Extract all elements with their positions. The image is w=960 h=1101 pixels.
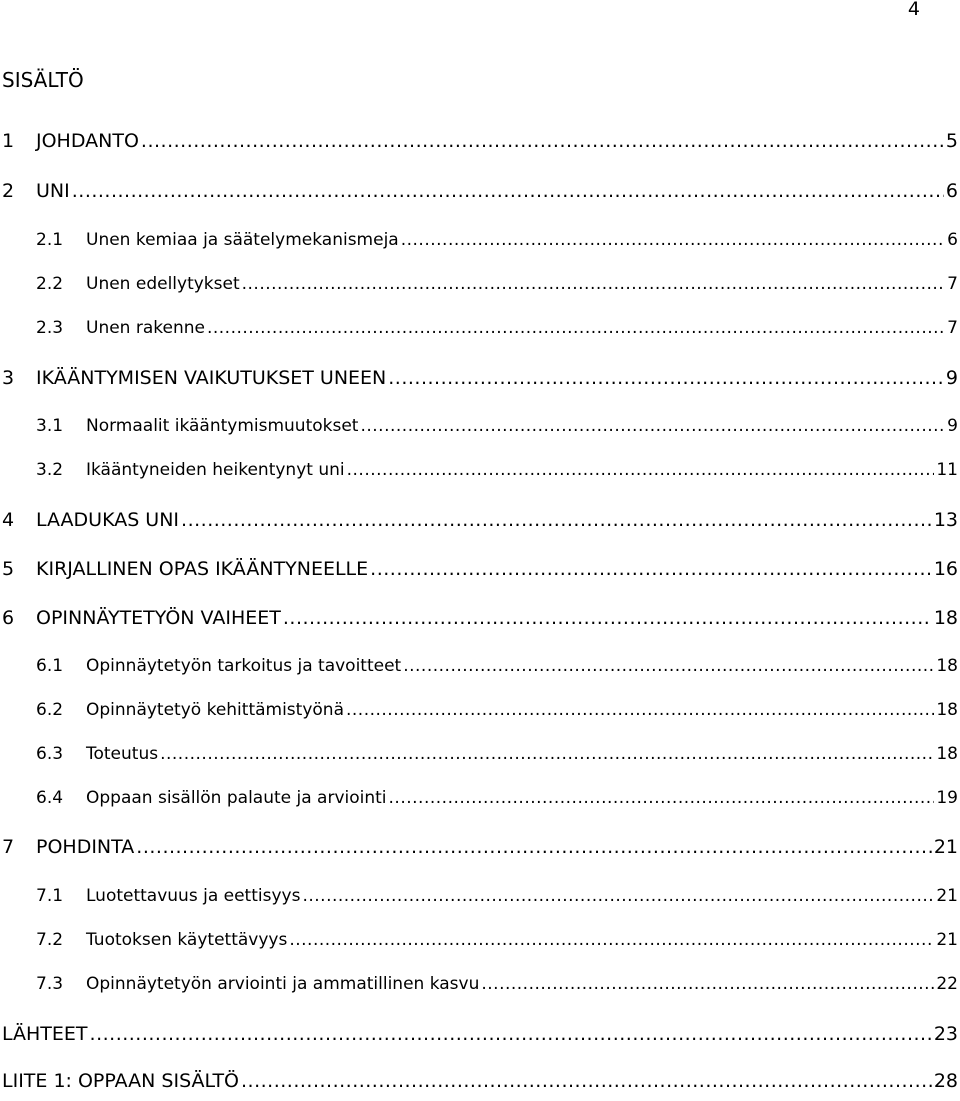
toc-entry-number: 6 <box>2 607 15 629</box>
toc-entry-label: IKÄÄNTYMISEN VAIKUTUKSET UNEEN <box>36 367 387 389</box>
toc-entry-page: 21 <box>936 930 958 950</box>
toc-entry-page: 16 <box>933 558 958 580</box>
toc-dot-leader <box>347 460 935 480</box>
toc-entry-number: 6.4 <box>36 788 64 808</box>
toc-entry[interactable] <box>2 180 958 202</box>
toc-dot-leader <box>360 416 945 436</box>
page-number: 4 <box>907 0 920 20</box>
toc-entry-page: 18 <box>933 607 958 629</box>
toc-entry[interactable] <box>36 656 958 676</box>
toc-entry[interactable] <box>2 607 958 629</box>
toc-entry-page: 6 <box>947 230 958 250</box>
toc-entry-page: 6 <box>945 180 958 202</box>
toc-dot-leader <box>401 230 945 250</box>
toc-dot-leader <box>481 974 934 994</box>
toc-entry[interactable] <box>36 974 958 994</box>
toc-entry-label: JOHDANTO <box>36 130 139 152</box>
toc-entry-page: 23 <box>933 1023 958 1045</box>
toc-entry-page: 18 <box>936 656 958 676</box>
toc-entry-label: UNI <box>36 180 70 202</box>
toc-entry-label: Toteutus <box>86 744 159 764</box>
toc-entry-label: LÄHTEET <box>2 1023 88 1045</box>
toc-entry-number: 7.1 <box>36 886 64 906</box>
toc-entry-number: 2.3 <box>36 318 64 338</box>
toc-entry-number: 6.3 <box>36 744 64 764</box>
toc-entry-label: Unen edellytykset <box>86 274 240 294</box>
toc-entry-number: 6.1 <box>36 656 64 676</box>
toc-title: SISÄLTÖ <box>2 68 84 92</box>
toc-entry-page: 21 <box>933 836 958 858</box>
toc-entry[interactable] <box>36 274 958 294</box>
toc-entry-label: Oppaan sisällön palaute ja arviointi <box>86 788 387 808</box>
toc-entry-label: Unen rakenne <box>86 318 205 338</box>
toc-entry-label: LIITE 1: OPPAAN SISÄLTÖ <box>2 1070 240 1092</box>
toc-dot-leader <box>403 656 934 676</box>
toc-entry-number: 4 <box>2 509 15 531</box>
toc-entry-label: Tuotoksen käytettävyys <box>86 930 288 950</box>
toc-dot-leader <box>136 836 932 858</box>
toc-dot-leader <box>289 930 934 950</box>
toc-entry-page: 9 <box>945 367 958 389</box>
toc-entry-label: Ikääntyneiden heikentynyt uni <box>86 460 345 480</box>
toc-entry-number: 3.1 <box>36 416 64 436</box>
toc-entry-number: 7 <box>2 836 15 858</box>
toc-entry-page: 22 <box>936 974 958 994</box>
toc-entry[interactable] <box>36 318 958 338</box>
toc-entry-label: Opinnäytetyön arviointi ja ammatillinen kasvu <box>86 974 480 994</box>
toc-dot-leader <box>388 367 944 389</box>
toc-dot-leader <box>389 788 935 808</box>
toc-entry-number: 3.2 <box>36 460 64 480</box>
toc-entry[interactable] <box>2 836 958 858</box>
toc-entry-number: 3 <box>2 367 15 389</box>
toc-entry-page: 21 <box>936 886 958 906</box>
toc-entry-label: POHDINTA <box>36 836 135 858</box>
toc-dot-leader <box>346 700 934 720</box>
toc-entry-number: 2.2 <box>36 274 64 294</box>
toc-entry-number: 2 <box>2 180 15 202</box>
toc-entry[interactable] <box>36 416 958 436</box>
toc-entry[interactable] <box>2 367 958 389</box>
toc-dot-leader <box>241 1070 932 1092</box>
toc-entry[interactable] <box>2 130 958 152</box>
toc-entry-page: 7 <box>947 318 958 338</box>
toc-entry[interactable] <box>36 460 958 480</box>
toc-entry-page: 13 <box>933 509 958 531</box>
toc-entry[interactable] <box>36 230 958 250</box>
toc-dot-leader <box>141 130 944 152</box>
toc-entry-number: 7.3 <box>36 974 64 994</box>
toc-dot-leader <box>207 318 945 338</box>
toc-entry[interactable] <box>2 1070 958 1092</box>
toc-entry[interactable] <box>36 744 958 764</box>
toc-dot-leader <box>370 558 932 580</box>
toc-entry[interactable] <box>36 788 958 808</box>
toc-entry[interactable] <box>2 1023 958 1045</box>
toc-entry-number: 1 <box>2 130 15 152</box>
toc-dot-leader <box>242 274 946 294</box>
toc-entry[interactable] <box>36 886 958 906</box>
toc-entry-number: 6.2 <box>36 700 64 720</box>
toc-entry-label: Unen kemiaa ja säätelymekanismeja <box>86 230 399 250</box>
toc-dot-leader <box>302 886 934 906</box>
toc-entry-page: 9 <box>947 416 958 436</box>
toc-entry[interactable] <box>36 930 958 950</box>
toc-dot-leader <box>72 180 944 202</box>
toc-entry-page: 28 <box>933 1070 958 1092</box>
toc-entry-number: 7.2 <box>36 930 64 950</box>
toc-entry[interactable] <box>36 700 958 720</box>
toc-entry-page: 5 <box>945 130 958 152</box>
toc-entry-label: KIRJALLINEN OPAS IKÄÄNTYNEELLE <box>36 558 369 580</box>
toc-entry-label: Luotettavuus ja eettisyys <box>86 886 301 906</box>
toc-entry[interactable] <box>2 509 958 531</box>
toc-entry[interactable] <box>2 558 958 580</box>
toc-entry-page: 19 <box>936 788 958 808</box>
toc-entry-page: 7 <box>947 274 958 294</box>
toc-entry-page: 18 <box>936 744 958 764</box>
toc-dot-leader <box>181 509 932 531</box>
toc-dot-leader <box>283 607 932 629</box>
toc-entry-number: 2.1 <box>36 230 64 250</box>
toc-entry-page: 11 <box>936 460 958 480</box>
toc-entry-label: LAADUKAS UNI <box>36 509 180 531</box>
toc-dot-leader <box>90 1023 932 1045</box>
toc-entry-number: 5 <box>2 558 15 580</box>
toc-dot-leader <box>160 744 934 764</box>
toc-entry-page: 18 <box>936 700 958 720</box>
toc-entry-label: Opinnäytetyö kehittämistyönä <box>86 700 344 720</box>
toc-entry-label: Normaalit ikääntymismuutokset <box>86 416 359 436</box>
toc-entry-label: Opinnäytetyön tarkoitus ja tavoitteet <box>86 656 402 676</box>
toc-entry-label: OPINNÄYTETYÖN VAIHEET <box>36 607 281 629</box>
